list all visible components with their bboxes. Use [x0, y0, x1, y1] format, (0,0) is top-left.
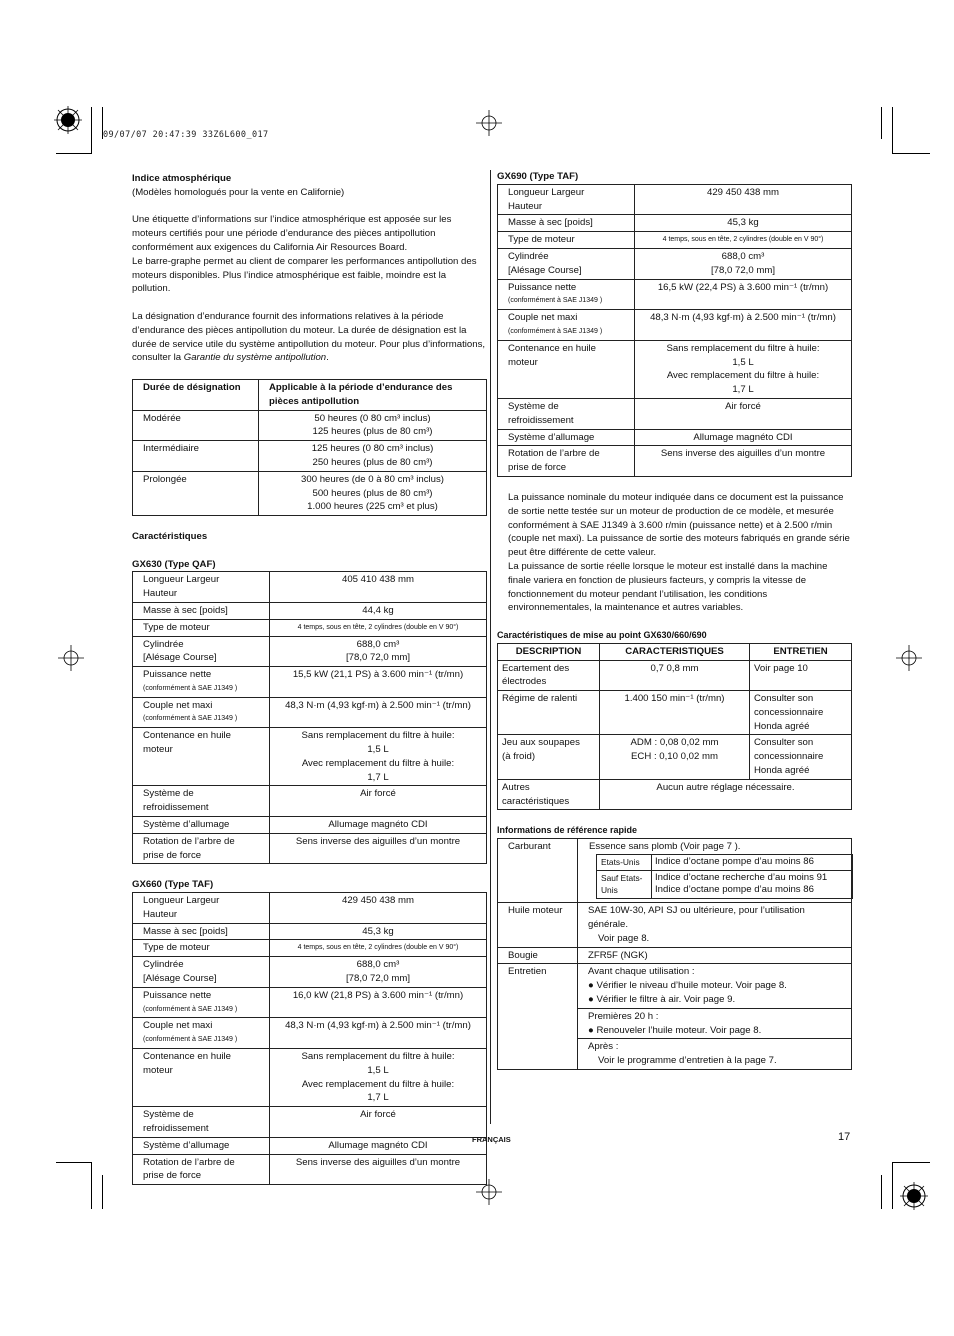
table-cell-text: concessionnaire	[754, 751, 824, 763]
table-row	[498, 903, 852, 947]
table-cell-text: 688,0 cm³	[356, 959, 400, 971]
table-cell-text: 48,3 N·m (4,93 kgf·m) à 2.500 min⁻¹ (tr/mn)	[270, 697, 487, 728]
warranty-title: Garantie du système antipollution	[183, 352, 327, 364]
gx630-spec-table	[132, 571, 487, 864]
table-cell-text: Puissance nette	[508, 281, 577, 293]
table-cell-text: Système d’allumage	[498, 429, 635, 446]
table-cell-text: Huile moteur	[498, 903, 578, 947]
table-cell-text: 45,3 kg	[270, 923, 487, 940]
table-cell-text: générale.	[588, 919, 629, 931]
table-cell-text: caractéristiques	[502, 795, 570, 807]
table-cell-text: Air forcé	[635, 398, 852, 429]
table-cell-text: Aucun autre réglage nécessaire.	[600, 779, 852, 810]
durability-table	[132, 379, 487, 516]
table-cell-text: Essence sans plomb (Voir page 7 ).	[589, 841, 741, 853]
table-cell-text: Contenance en huile	[143, 730, 232, 742]
octane-subtable	[596, 854, 853, 899]
table-cell-text: Contenance en huile	[508, 342, 597, 354]
table-cell-text: 45,3 kg	[635, 215, 852, 232]
table-cell-text: Avec remplacement du filtre à huile:	[301, 757, 455, 769]
table-cell-text: Cylindrée	[143, 638, 184, 650]
table-cell-text: Système de	[508, 400, 559, 412]
table-cell-text: Avec remplacement du filtre à huile:	[666, 370, 820, 382]
table-cell-text: Etats-Unis	[597, 854, 652, 870]
table-cell-text: concessionnaire	[754, 706, 824, 718]
table-cell-text: 500 heures (plus de 80 cm³)	[312, 487, 433, 499]
table-cell-text: Consulter son	[754, 737, 814, 749]
specs-title: Caractéristiques	[132, 530, 208, 542]
tuneup-title: Caractéristiques de mise au point GX630/660/690	[497, 629, 707, 640]
table-cell-text: Couple net maxi	[508, 312, 578, 324]
table-row	[498, 947, 852, 964]
table-cell-text: Après :	[588, 1041, 619, 1053]
table-cell-text: Allumage magnéto CDI	[635, 429, 852, 446]
table-cell-text: Honda agréé	[754, 765, 810, 777]
table-cell-text: Jeu aux soupapes	[502, 737, 580, 749]
table-row	[498, 660, 852, 691]
right-column	[497, 170, 851, 1070]
gx660-title: GX660 (Type TAF)	[132, 879, 214, 891]
table-cell-text: Carburant	[498, 839, 578, 903]
table-cell-text: refroidissement	[143, 1123, 209, 1134]
table-cell-text: 1,5 L	[732, 356, 754, 368]
table-cell-text: Bougie	[498, 947, 578, 964]
power-note-a: La puissance nominale du moteur indiquée dans ce document est la puissance de sortie nette testée sur un moteur de production de ce modèle, et mesurée conformément à SAE J1349 à 3.600 r/min (puissance nette) et à 2.500 r/min (couple net maxi). La puissance de sortie des moteurs fabriqués en grande série peut être différente de cette valeur.	[508, 491, 850, 559]
crop-mark	[91, 1163, 92, 1209]
crop-mark	[881, 1175, 882, 1209]
table-cell-text: [Alésage Course]	[143, 973, 217, 985]
table-cell-text: Couple net maxi	[143, 699, 213, 711]
table-cell-text: refroidissement	[143, 802, 209, 814]
table-cell-text: 429 450 438 mm	[270, 893, 487, 924]
gx690-title: GX690 (Type TAF)	[497, 171, 579, 182]
table-cell-text: Autres	[502, 781, 530, 793]
table-cell-text: 1.000 heures (225 cm³ et plus)	[307, 501, 438, 513]
table-cell-text: [78,0 72,0 mm]	[346, 652, 410, 664]
registration-sun-icon	[52, 104, 84, 136]
table-cell-text: 0,7 0,8 mm	[600, 660, 750, 691]
table-cell-text: 250 heures (plus de 80 cm³)	[312, 456, 433, 468]
table-cell-text: Sans remplacement du filtre à huile:	[666, 342, 820, 354]
table-cell-text: 16,5 kW (22,4 PS) à 3.600 min⁻¹ (tr/mn)	[635, 279, 852, 310]
page-number: 17	[838, 1131, 851, 1143]
table-cell-text: 688,0 cm³	[356, 638, 400, 650]
table-cell-text: Système d’allumage	[133, 1137, 270, 1154]
crop-mark	[91, 107, 92, 153]
table-cell-text: 4 temps, sous en tête, 2 cylindres (double en V 90°)	[270, 619, 487, 636]
table-cell-text: [78,0 72,0 mm]	[346, 973, 410, 985]
table-cell-text: [Alésage Course]	[508, 264, 582, 276]
table-cell-text: Rotation de l’arbre de	[143, 1156, 235, 1168]
table-cell-text: Sens inverse des aiguilles d’un montre	[270, 1154, 487, 1185]
table-row	[133, 441, 487, 472]
table-cell-text: Indice d’octane pompe d’au moins 86	[655, 884, 814, 896]
table-cell-text: 125 heures (plus de 80 cm³)	[312, 426, 433, 438]
table-cell-text: 405 410 438 mm	[270, 572, 487, 603]
table-cell-text: Sans remplacement du filtre à huile:	[301, 1051, 455, 1063]
crop-mark	[892, 153, 930, 154]
table-cell-text: ● Renouveler l’huile moteur. Voir page 8.	[588, 1024, 762, 1036]
table-cell-text: 1,5 L	[367, 744, 389, 756]
table-cell-text: 1,7 L	[367, 1092, 389, 1104]
table-row	[498, 964, 852, 1008]
table-cell-text: ENTRETIEN	[750, 643, 852, 660]
table-cell-text: Rotation de l’arbre de	[508, 448, 600, 460]
table-cell-text: Air forcé	[270, 786, 487, 817]
table-cell-text: Voir le programme d’entretien à la page 7.	[598, 1055, 777, 1067]
table-cell-text: électrodes	[502, 676, 547, 688]
table-cell-text: Modérée	[133, 410, 259, 441]
table-cell-text: Ecartement des	[502, 662, 570, 674]
table-cell-text: ECH : 0,10 0,02 mm	[631, 751, 718, 763]
table-cell-text: moteur	[143, 1064, 173, 1076]
table-row	[498, 839, 852, 903]
table-cell-text: Premières 20 h :	[588, 1010, 659, 1022]
table-cell-text: Unis	[601, 885, 618, 896]
table-cell-text: 1.400 150 min⁻¹ (tr/mn)	[600, 691, 750, 735]
language-label: FRANÇAIS	[472, 1135, 511, 1144]
table-cell-text: 4 temps, sous en tête, 2 cylindres (double en V 90°)	[270, 940, 487, 957]
table-cell-text: 1,5 L	[367, 1064, 389, 1076]
table-cell-text: Régime de ralenti	[498, 691, 600, 735]
table-cell-text: 300 heures (de 0 à 80 cm³ inclus)	[301, 473, 444, 485]
table-cell-text: Longueur Largeur	[508, 186, 585, 198]
durability-header-designation: Durée de désignation	[133, 379, 259, 410]
registration-crosshair-icon	[896, 645, 922, 671]
table-cell-text: Sans remplacement du filtre à huile:	[301, 730, 455, 742]
table-cell-text: Voir page 8.	[598, 932, 650, 944]
table-cell-text: (conformément à SAE J1349 )	[508, 297, 603, 305]
registration-crosshair-icon	[476, 110, 502, 136]
table-cell-text: moteur	[508, 356, 538, 368]
table-cell-text: Système d’allumage	[133, 817, 270, 834]
table-cell-text: Indice d’octane recherche d’au moins 91	[655, 871, 828, 883]
table-cell-text: 1,7 L	[732, 384, 754, 396]
table-row	[498, 691, 852, 735]
durability-header-period: Applicable à la période d’endurance des pièces antipollution	[259, 379, 487, 410]
table-cell-text: Air forcé	[270, 1107, 487, 1138]
table-cell-text: ● Vérifier le filtre à air. Voir page 9.	[588, 994, 736, 1006]
table-cell-text: (à froid)	[502, 751, 536, 763]
indice-paragraph-2: Le barre-graphe permet au client de comparer les performances antipollution des moteurs disponibles. Plus l’indice atmosphérique est faible, moindre est la pollution.	[132, 255, 477, 295]
table-cell-text: (conformément à SAE J1349 )	[508, 327, 603, 335]
table-row	[498, 779, 852, 810]
table-cell-text: ADM : 0,08 0,02 mm	[630, 737, 719, 749]
table-cell-text: 16,0 kW (21,8 PS) à 3.600 min⁻¹ (tr/mn)	[270, 987, 487, 1018]
table-cell-text: Entretien	[498, 964, 578, 1070]
table-cell-text: SAE 10W-30, API SJ ou ultérieure, pour l’utilisation	[588, 905, 805, 917]
table-cell-text: Puissance nette	[143, 669, 212, 681]
indice-paragraph-1: Une étiquette d’informations sur l’indice atmosphérique est apposée sur les moteurs certifiés pour une période d’endurance des pièces antipollution conformément aux exigences du California Air Resources Board.	[132, 214, 452, 253]
table-cell-text: ● Vérifier le niveau d’huile moteur. Voir page 8.	[588, 980, 787, 992]
table-cell-text: Type de moteur	[133, 940, 270, 957]
crop-mark	[892, 1162, 930, 1163]
table-cell-text: 4 temps, sous en tête, 2 cylindres (double en V 90°)	[635, 232, 852, 249]
table-cell-text: 48,3 N·m (4,93 kgf·m) à 2.500 min⁻¹ (tr/mn)	[270, 1018, 487, 1049]
column-divider	[490, 170, 491, 1124]
table-cell-text: Masse à sec [poids]	[133, 602, 270, 619]
table-cell-text: (conformément à SAE J1349 )	[143, 715, 238, 723]
gx660-spec-table	[132, 892, 487, 1185]
table-cell-text: DESCRIPTION	[498, 643, 600, 660]
table-cell-text: 125 heures (0 80 cm³ inclus)	[311, 443, 434, 455]
table-cell-text: prise de force	[143, 849, 202, 861]
table-row	[133, 471, 487, 515]
table-cell-text: Masse à sec [poids]	[133, 923, 270, 940]
power-note-b: La puissance de sortie réelle lorsque le moteur est installé dans la machine finale variera en fonction de plusieurs facteurs, y compris la vitesse de fonctionnement du moteur pendant l’utilisation, les conditions environnementales, la maintenance et autres variables.	[508, 560, 828, 614]
crop-mark	[56, 1162, 92, 1163]
table-cell-text: (conformément à SAE J1349 )	[143, 684, 238, 692]
table-cell-text: 1,7 L	[367, 771, 389, 783]
table-cell-text: Contenance en huile	[143, 1051, 232, 1063]
table-cell-text: 688,0 cm³	[721, 250, 765, 262]
table-cell-text: Cylindrée	[143, 959, 184, 971]
table-cell-text: Cylindrée	[508, 250, 549, 262]
table-cell-text: Hauteur	[508, 200, 543, 212]
table-cell-text: Voir page 10	[750, 660, 852, 691]
table-cell-text: Avec remplacement du filtre à huile:	[301, 1078, 455, 1090]
table-cell-text: Système de	[143, 788, 194, 800]
table-cell-text: [78,0 72,0 mm]	[711, 264, 775, 276]
table-cell-text: Sauf Etats-	[601, 872, 643, 883]
table-cell-text: CARACTERISTIQUES	[600, 643, 750, 660]
table-cell-text: Longueur Largeur	[143, 574, 220, 586]
tuneup-table	[497, 643, 852, 811]
table-cell-text: 44,4 kg	[270, 602, 487, 619]
table-cell-text: 50 heures (0 80 cm³ inclus)	[314, 412, 431, 424]
indice-subtitle: (Modèles homologués pour la vente en Californie)	[132, 186, 345, 198]
registration-crosshair-icon	[58, 645, 84, 671]
table-cell-text: Sens inverse des aiguilles d’un montre	[270, 833, 487, 864]
table-cell-text: refroidissement	[508, 414, 574, 426]
indice-title: Indice atmosphérique	[132, 173, 232, 184]
registration-sun-icon	[898, 1180, 930, 1212]
table-cell-text: Type de moteur	[133, 619, 270, 636]
table-cell-text: Prolongée	[133, 471, 259, 515]
quickref-table	[497, 838, 852, 1070]
print-stamp: 09/07/07 20:47:39 33Z6L600_017	[103, 130, 269, 140]
table-cell-text: (conformément à SAE J1349 )	[143, 1005, 238, 1013]
table-cell-text: 15,5 kW (21,1 PS) à 3.600 min⁻¹ (tr/mn)	[270, 667, 487, 698]
table-cell-text: Système de	[143, 1109, 194, 1121]
table-cell-text: 48,3 N·m (4,93 kgf·m) à 2.500 min⁻¹ (tr/mn)	[635, 310, 852, 341]
table-cell-text: [Alésage Course]	[143, 652, 217, 664]
table-cell-text: Allumage magnéto CDI	[270, 1137, 487, 1154]
table-cell-text: 429 450 438 mm	[635, 184, 852, 215]
indice-paragraph-3: La désignation d’endurance fournit des informations relatives à la période d’endurance des pièces antipollution du moteur. La durée de désignation est la durée de service utile du système antipollution du moteur. Pour plus d’informations, consulter la Garantie du système antipollution.	[132, 310, 486, 364]
crop-mark	[56, 153, 92, 154]
table-cell-text: ZFR5F (NGK)	[578, 947, 852, 964]
table-row	[498, 735, 852, 779]
table-cell-text: prise de force	[143, 1170, 202, 1182]
table-cell-text: Puissance nette	[143, 989, 212, 1001]
table-cell-text: Honda agréé	[754, 720, 810, 732]
table-cell-text: Longueur Largeur	[143, 895, 220, 907]
table-row	[133, 410, 487, 441]
table-cell-text: Consulter son	[754, 693, 814, 705]
table-cell-text: moteur	[143, 744, 173, 756]
table-cell-text: Hauteur	[143, 908, 178, 920]
table-cell-text: Intermédiaire	[133, 441, 259, 472]
quickref-title: Informations de référence rapide	[497, 825, 638, 836]
crop-mark	[881, 107, 882, 139]
table-cell-text: prise de force	[508, 462, 567, 474]
table-cell-text: Type de moteur	[498, 232, 635, 249]
left-column	[132, 172, 486, 1185]
table-cell-text: Couple net maxi	[143, 1020, 213, 1032]
table-cell-text: Allumage magnéto CDI	[270, 817, 487, 834]
crop-mark	[892, 1163, 893, 1209]
table-cell-text: Rotation de l’arbre de	[143, 835, 235, 847]
table-cell-text: (conformément à SAE J1349 )	[143, 1036, 238, 1044]
table-cell-text: Hauteur	[143, 588, 178, 600]
power-note	[497, 491, 851, 615]
table-cell-text: Indice d’octane pompe d’au moins 86	[652, 854, 853, 870]
crop-mark	[892, 107, 893, 153]
crop-mark	[102, 1175, 103, 1209]
table-cell-text: Avant chaque utilisation :	[588, 966, 695, 978]
table-cell-text: Sens inverse des aiguilles d’un montre	[635, 446, 852, 477]
gx690-spec-table	[497, 184, 852, 477]
table-cell-text: Masse à sec [poids]	[498, 215, 635, 232]
gx630-title: GX630 (Type QAF)	[132, 558, 216, 570]
